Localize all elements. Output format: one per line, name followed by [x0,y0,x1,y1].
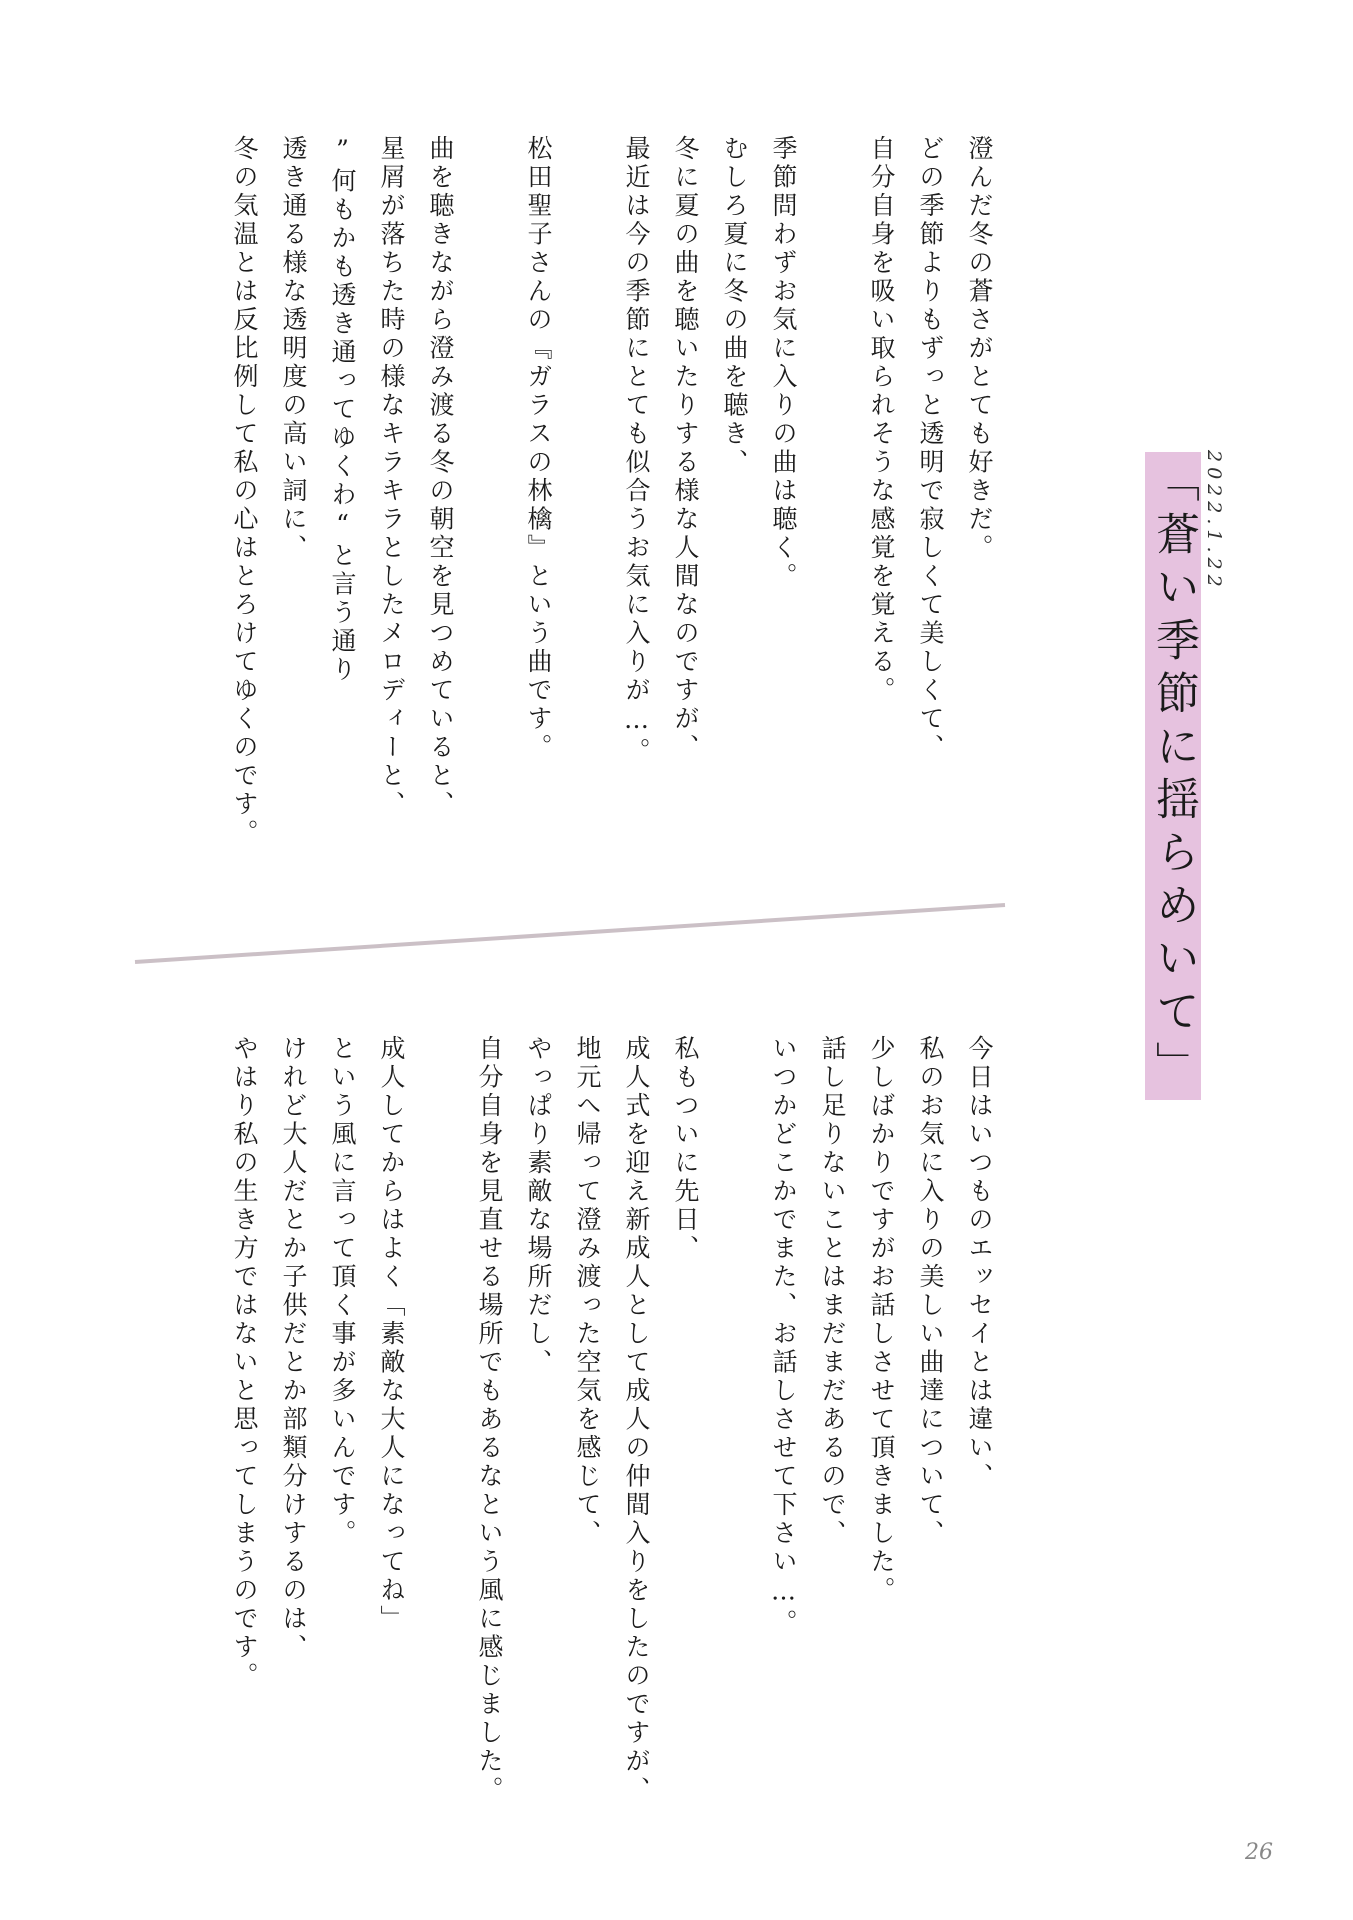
paragraph-gap [710,1035,759,1835]
text-line: 自分自身を吸い取られそうな感覚を覚える。 [867,135,896,705]
paragraph-gap [465,135,514,855]
text-line: 澄んだ冬の蒼さがとても好きだ。 [965,135,994,563]
text-line: 最近は今の季節にとても似合うお気に入りが…。 [622,135,651,766]
page-number: 26 [1245,1840,1273,1865]
text-line: 今日はいつものエッセイとは違い、 [965,1035,994,1491]
text-line: 私もついに先日、 [671,1035,700,1263]
text-line: 曲を聴きながら澄み渡る冬の朝空を見つめていると、 [426,135,455,819]
text-line: 少しばかりですがお話しさせて頂きました。 [867,1035,896,1605]
text-line: やはり私の生き方ではないと思ってしまうのです。 [230,1035,259,1691]
text-line: 地元へ帰って澄み渡った空気を感じて、 [573,1035,602,1548]
text-line: 成人してからはよく「素敵な大人になってね」 [377,1035,406,1634]
essay-title-container [1145,452,1201,1100]
text-line: 冬の気温とは反比例して私の心はとろけてゆくのです。 [230,135,259,848]
text-line: 話し足りないことはまだまだあるので、 [818,1035,847,1548]
essay-title: 「蒼い季節に揺らめいて」 [1145,452,1201,1100]
text-line: ”何もかも透き通ってゆくわ“と言う通り [328,135,357,685]
text-line: やっぱり素敵な場所だし、 [524,1035,553,1377]
text-line: むしろ夏に冬の曲を聴き、 [720,135,749,477]
text-line: けれど大人だとか子供だとか部類分けするのは、 [279,1035,308,1662]
text-line: 成人式を迎え新成人として成人の仲間入りをしたのですが、 [622,1035,651,1805]
text-line: 季節問わずお気に入りの曲は聴く。 [769,135,798,591]
paragraph-gap [808,135,857,855]
text-line: いつかどこかでまた、お話しさせて下さい…。 [769,1035,798,1638]
text-line: 私のお気に入りの美しい曲達について、 [916,1035,945,1548]
text-line: どの季節よりもずっと透明で寂しくて美しくて、 [916,135,945,762]
text-line: という風に言って頂く事が多いんです。 [328,1035,357,1548]
essay-date: 2022.1.22 [1203,450,1225,592]
essay-top-section [220,135,1004,855]
text-line: 松田聖子さんの『ガラスの林檎』という曲です。 [524,135,553,762]
paragraph-gap [416,1035,465,1835]
paragraph-gap [563,135,612,855]
text-line: 透き通る様な透明度の高い詞に、 [279,135,308,563]
essay-bottom-section [220,1035,1004,1835]
text-line: 冬に夏の曲を聴いたりする様な人間なのですが、 [671,135,700,762]
text-line: 自分自身を見直せる場所でもあるなという風に感じました。 [475,1035,504,1805]
text-line: 星屑が落ちた時の様なキラキラとしたメロディーと、 [377,135,406,819]
